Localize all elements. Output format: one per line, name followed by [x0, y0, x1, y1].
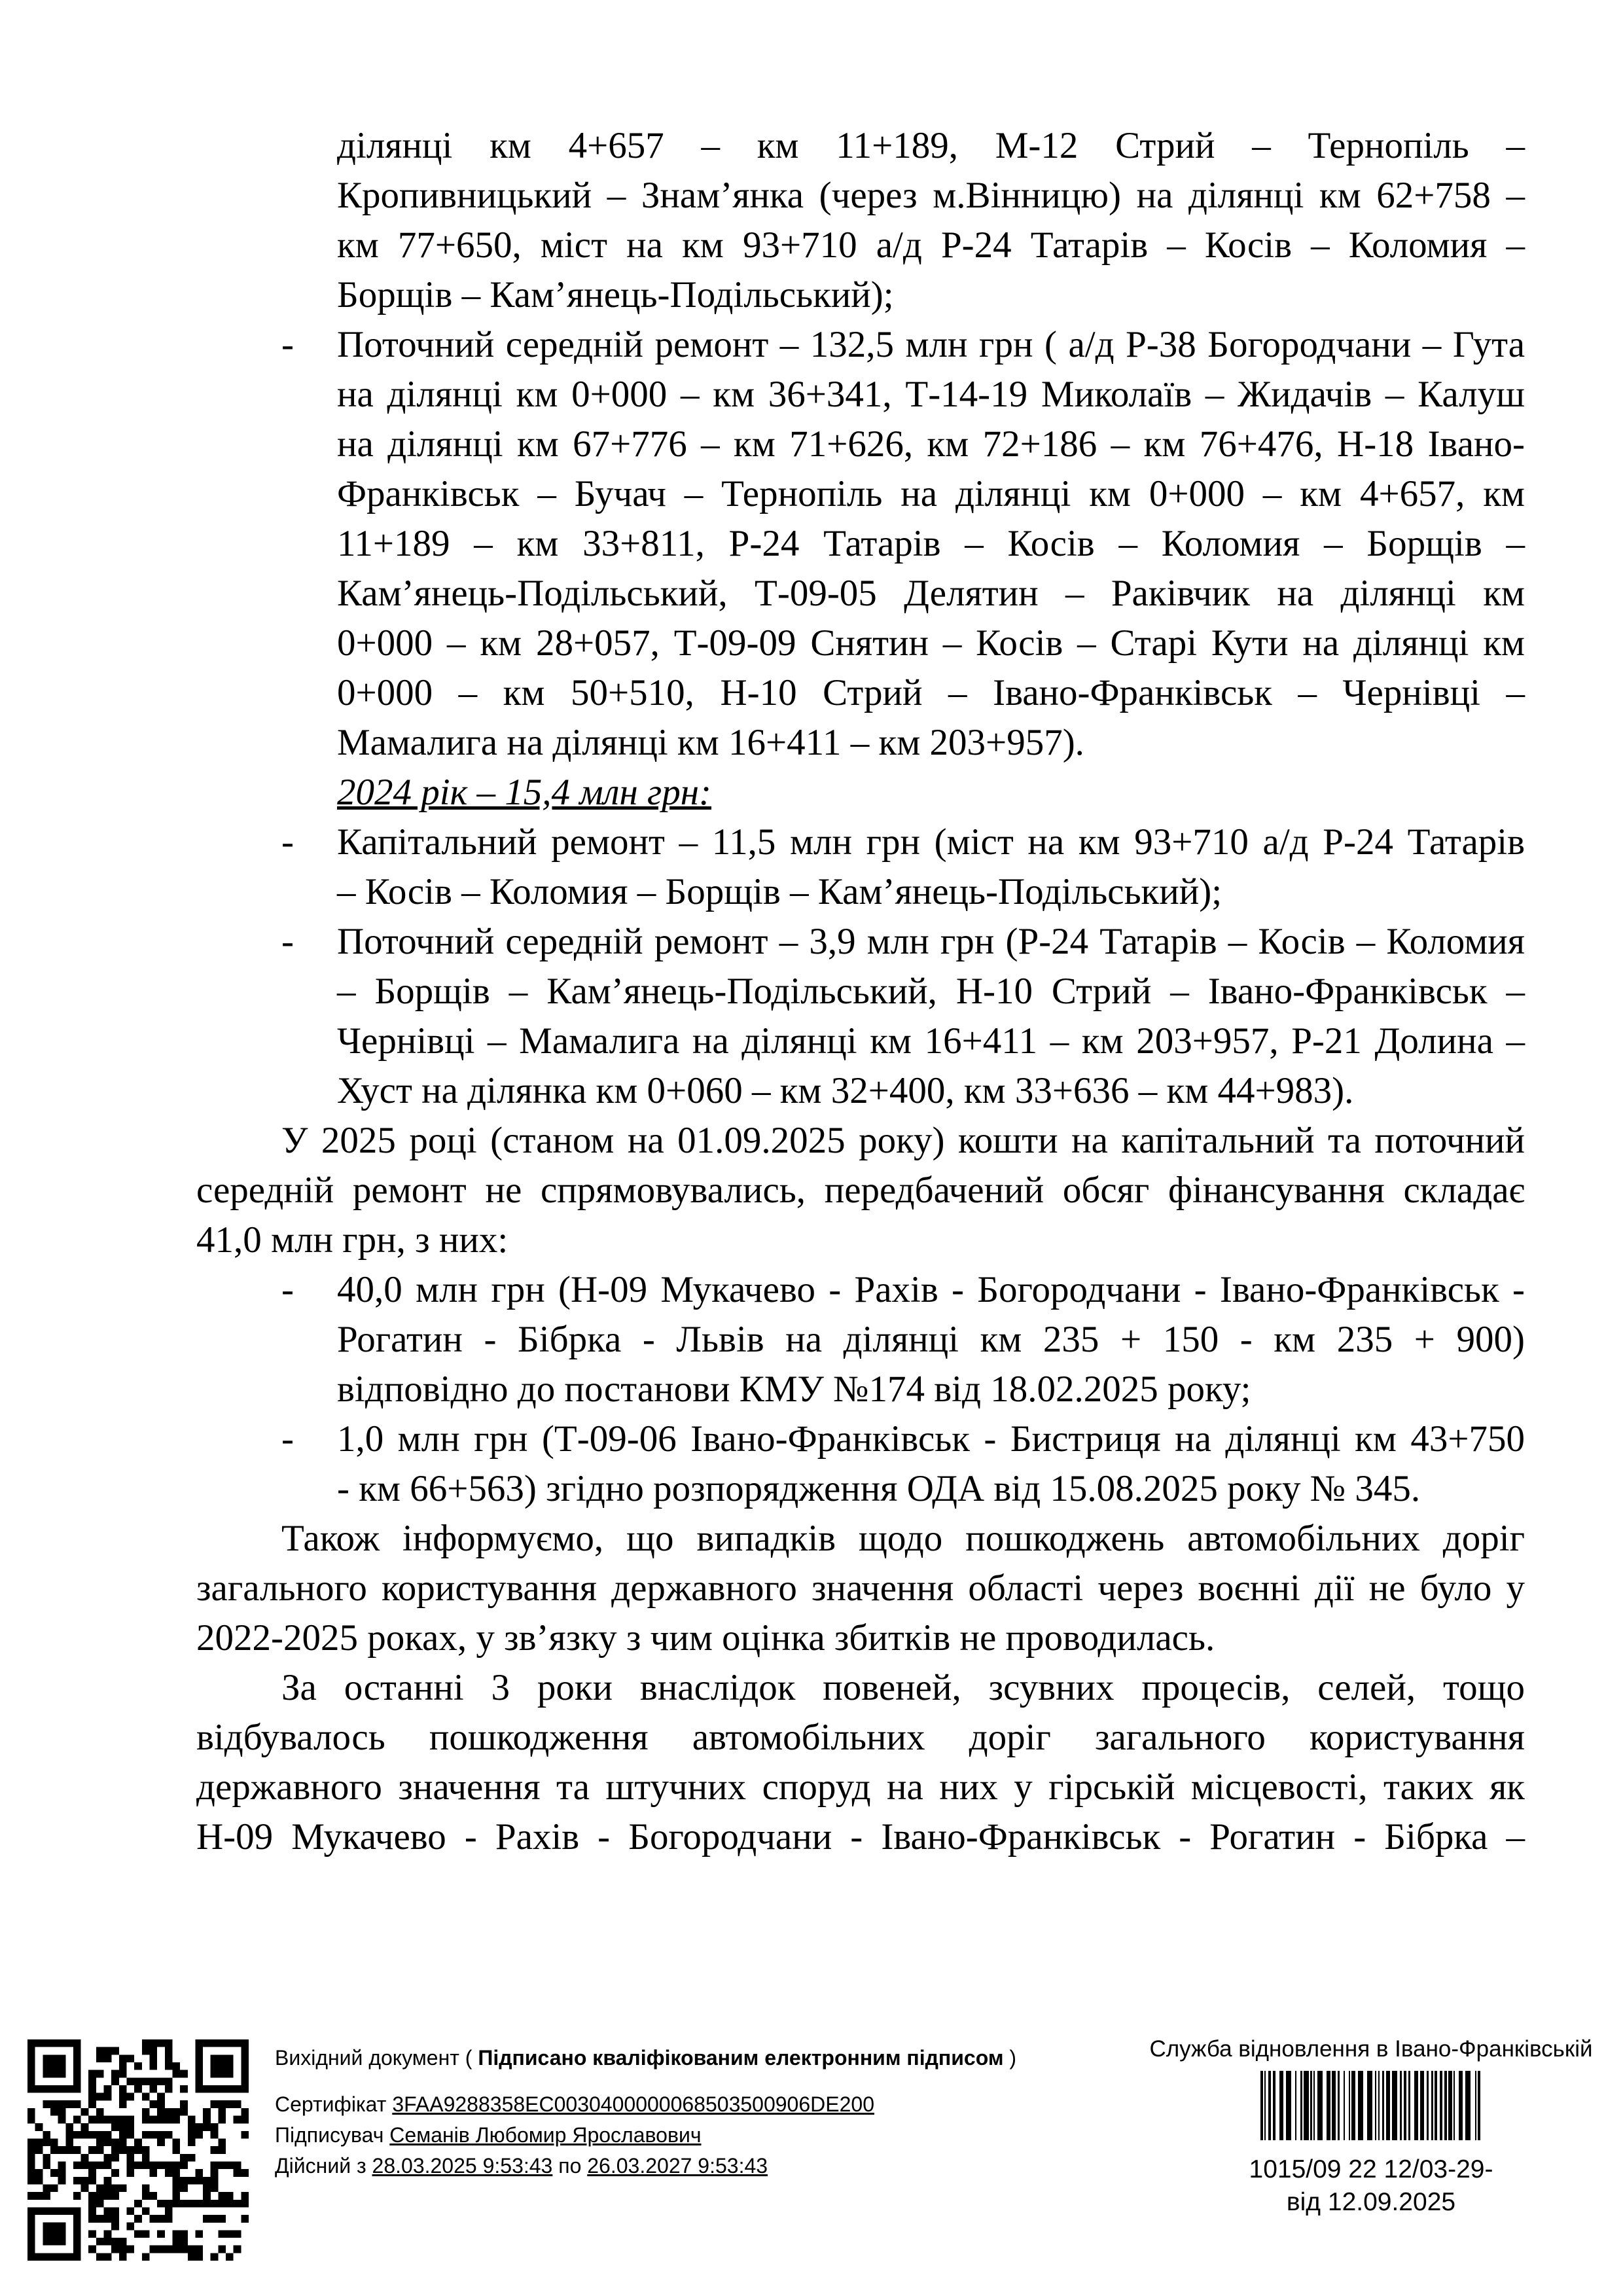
- certificate-value: 3FAA9288358EC0030400000068503500906DE200: [392, 2092, 874, 2116]
- body-line-text: Поточний середній ремонт – 132,5 млн грн ( а/д Р-38 Богородчани – Гута: [337, 324, 1525, 365]
- body-line-text: Чернівці – Мамалига на ділянці км 16+411 – км 203+957, Р-21 Долина –: [337, 1020, 1525, 1062]
- body-line: [196, 619, 1525, 668]
- list-dash-marker: -: [281, 821, 294, 863]
- signer-label: Підписувач: [275, 2123, 390, 2147]
- body-line-text: Поточний середній ремонт – 3,9 млн грн (Р-24 Татарів – Косів – Коломия: [337, 921, 1525, 962]
- doc-number: 1015/09 22 12/03-29-: [1249, 2155, 1493, 2183]
- body-line: [196, 1365, 1525, 1414]
- registration-stamp: [1145, 2034, 1597, 2219]
- body-line-text: 0+000 – км 28+057, Т-09-09 Снятин – Косів – Старі Кути на ділянці км: [337, 622, 1525, 664]
- body-line-text: загального користування державного значення області через воєнні дії не було у: [196, 1568, 1525, 1609]
- body-line-text: 11+189 – км 33+811, Р-24 Татарів – Косів – Коломия – Борщів –: [337, 523, 1525, 564]
- certificate-label: Сертифікат: [275, 2092, 393, 2116]
- body-line: [196, 1564, 1525, 1613]
- body-line-text: Франківськ – Бучач – Тернопіль на ділянці км 0+000 – км 4+657, км: [337, 473, 1525, 514]
- body-line: [196, 121, 1525, 171]
- body-line-text: 2022-2025 роках, у зв’язку з чим оцінка збитків не проводилась.: [196, 1617, 1215, 1659]
- validity-from: 28.03.2025 9:53:43: [372, 2154, 553, 2178]
- body-line-text: відбувалось пошкодження автомобільних доріг загального користування: [196, 1717, 1525, 1758]
- body-line-text: на ділянці км 67+776 – км 71+626, км 72+186 – км 76+476, Н-18 Івано-: [337, 423, 1525, 465]
- body-line-text: 2024 рік – 15,4 млн грн:: [337, 772, 712, 813]
- validity-label: Дійсний з: [275, 2154, 372, 2178]
- body-line: [196, 1514, 1525, 1564]
- list-dash-marker: -: [281, 324, 294, 365]
- signature-status-line: [275, 2045, 1126, 2071]
- doc-date: від 12.09.2025: [1286, 2188, 1456, 2216]
- body-line: [196, 420, 1525, 469]
- list-dash-marker: -: [281, 921, 294, 962]
- body-line: [196, 171, 1525, 221]
- body-line: [196, 1215, 1525, 1265]
- list-dash-marker: -: [281, 1418, 294, 1460]
- body-line-text: Н-09 Мукачево - Рахів - Богородчани - Івано-Франківськ - Рогатин - Бібрка –: [196, 1816, 1525, 1857]
- signature-status-prefix: Вихідний документ (: [275, 2046, 478, 2070]
- body-line: [196, 768, 1525, 817]
- body-line: [196, 270, 1525, 320]
- body-line: [196, 469, 1525, 519]
- body-line: [196, 1315, 1525, 1365]
- body-line: [196, 221, 1525, 270]
- signer-value: Семанів Любомир Ярославович: [389, 2123, 702, 2147]
- barcode-icon: [1260, 2071, 1482, 2140]
- body-line-text: Також інформуємо, що випадків щодо пошкоджень автомобільних доріг: [281, 1518, 1525, 1559]
- body-line: [196, 1166, 1525, 1215]
- validity-to: 26.03.2027 9:53:43: [587, 2154, 768, 2178]
- body-line: [196, 817, 1525, 867]
- signature-details: [275, 2089, 1126, 2181]
- body-line: [196, 1116, 1525, 1166]
- list-dash-marker: -: [281, 1269, 294, 1310]
- body-line-text: Борщів – Кам’янець-Подільський);: [337, 274, 894, 315]
- body-line: [196, 867, 1525, 917]
- body-line: [196, 967, 1525, 1016]
- body-line: [196, 519, 1525, 569]
- body-line-text: 41,0 млн грн, з них:: [196, 1219, 508, 1261]
- body-line-text: Рогатин - Бібрка - Львів на ділянці км 235 + 150 - км 235 + 900): [337, 1319, 1525, 1360]
- body-line-text: Кам’янець-Подільський, Т-09-05 Делятин – Раківчик на ділянці км: [337, 573, 1525, 614]
- body-line-text: - км 66+563) згідно розпорядження ОДА від 15.08.2025 року № 345.: [337, 1468, 1421, 1509]
- body-line: [196, 1016, 1525, 1066]
- body-line: [196, 1464, 1525, 1514]
- body-line-text: 0+000 – км 50+510, Н-10 Стрий – Івано-Франківськ – Чернівці –: [337, 672, 1525, 713]
- signature-status-suffix: ): [1003, 2046, 1017, 2070]
- body-line-text: У 2025 році (станом на 01.09.2025 року) кошти на капітальний та поточний: [281, 1120, 1525, 1161]
- qr-code-icon: [27, 2039, 249, 2261]
- body-line-text: 1,0 млн грн (Т-09-06 Івано-Франківськ - Бистриця на ділянці км 43+750: [337, 1418, 1525, 1460]
- body-line: [196, 1663, 1525, 1713]
- body-line-text: Хуст на ділянка км 0+060 – км 32+400, км 33+636 – км 44+983).: [337, 1070, 1354, 1111]
- body-line-text: Мамалига на ділянці км 16+411 – км 203+957).: [337, 722, 1084, 763]
- body-line: [196, 1763, 1525, 1812]
- certificate-line: [275, 2089, 1126, 2120]
- body-line-text: – Борщів – Кам’янець-Подільський, Н-10 Стрий – Івано-Франківськ –: [337, 971, 1525, 1012]
- body-line: [196, 1812, 1525, 1862]
- body-line-text: – Косів – Коломия – Борщів – Кам’янець-Подільський);: [337, 871, 1222, 912]
- body-line-text: відповідно до постанови КМУ №174 від 18.02.2025 року;: [337, 1369, 1251, 1410]
- body-line: [196, 718, 1525, 768]
- signature-status-bold: Підписано кваліфікованим електронним підписом: [478, 2046, 1004, 2070]
- org-name: Служба відновлення в Івано-Франківській: [1149, 2036, 1593, 2062]
- body-line: [196, 1713, 1525, 1763]
- body-line-text: 40,0 млн грн (Н-09 Мукачево - Рахів - Богородчани - Івано-Франківськ -: [337, 1269, 1525, 1310]
- body-line-text: державного значення та штучних споруд на них у гірській місцевості, таких як: [196, 1767, 1525, 1808]
- signature-block: [275, 2045, 1126, 2181]
- body-line: [196, 320, 1525, 370]
- body-line-text: Капітальний ремонт – 11,5 млн грн (міст на км 93+710 а/д Р-24 Татарів: [337, 821, 1525, 863]
- body-line: [196, 668, 1525, 718]
- signer-line: [275, 2120, 1126, 2151]
- body-line: [196, 1265, 1525, 1315]
- body-line-text: км 77+650, міст на км 93+710 а/д Р-24 Татарів – Косів – Коломия –: [337, 224, 1525, 266]
- body-line-text: на ділянці км 0+000 – км 36+341, Т-14-19 Миколаїв – Жидачів – Калуш: [337, 374, 1525, 415]
- body-line: [196, 370, 1525, 420]
- body-line-text: ділянці км 4+657 – км 11+189, М-12 Стрий – Тернопіль –: [337, 125, 1525, 166]
- document-body: [196, 121, 1525, 1862]
- body-line: [196, 569, 1525, 619]
- validity-line: [275, 2151, 1126, 2181]
- body-line: [196, 1613, 1525, 1663]
- body-line: [196, 917, 1525, 967]
- body-line-text: середній ремонт не спрямовувались, передбачений обсяг фінансування складає: [196, 1170, 1525, 1211]
- body-line-text: Кропивницький – Знам’янка (через м.Вінницю) на ділянці км 62+758 –: [337, 175, 1525, 216]
- body-line: [196, 1066, 1525, 1116]
- validity-mid: по: [552, 2154, 588, 2178]
- body-line: [196, 1414, 1525, 1464]
- body-line-text: За останні 3 роки внаслідок повеней, зсувних процесів, селей, тощо: [281, 1667, 1525, 1708]
